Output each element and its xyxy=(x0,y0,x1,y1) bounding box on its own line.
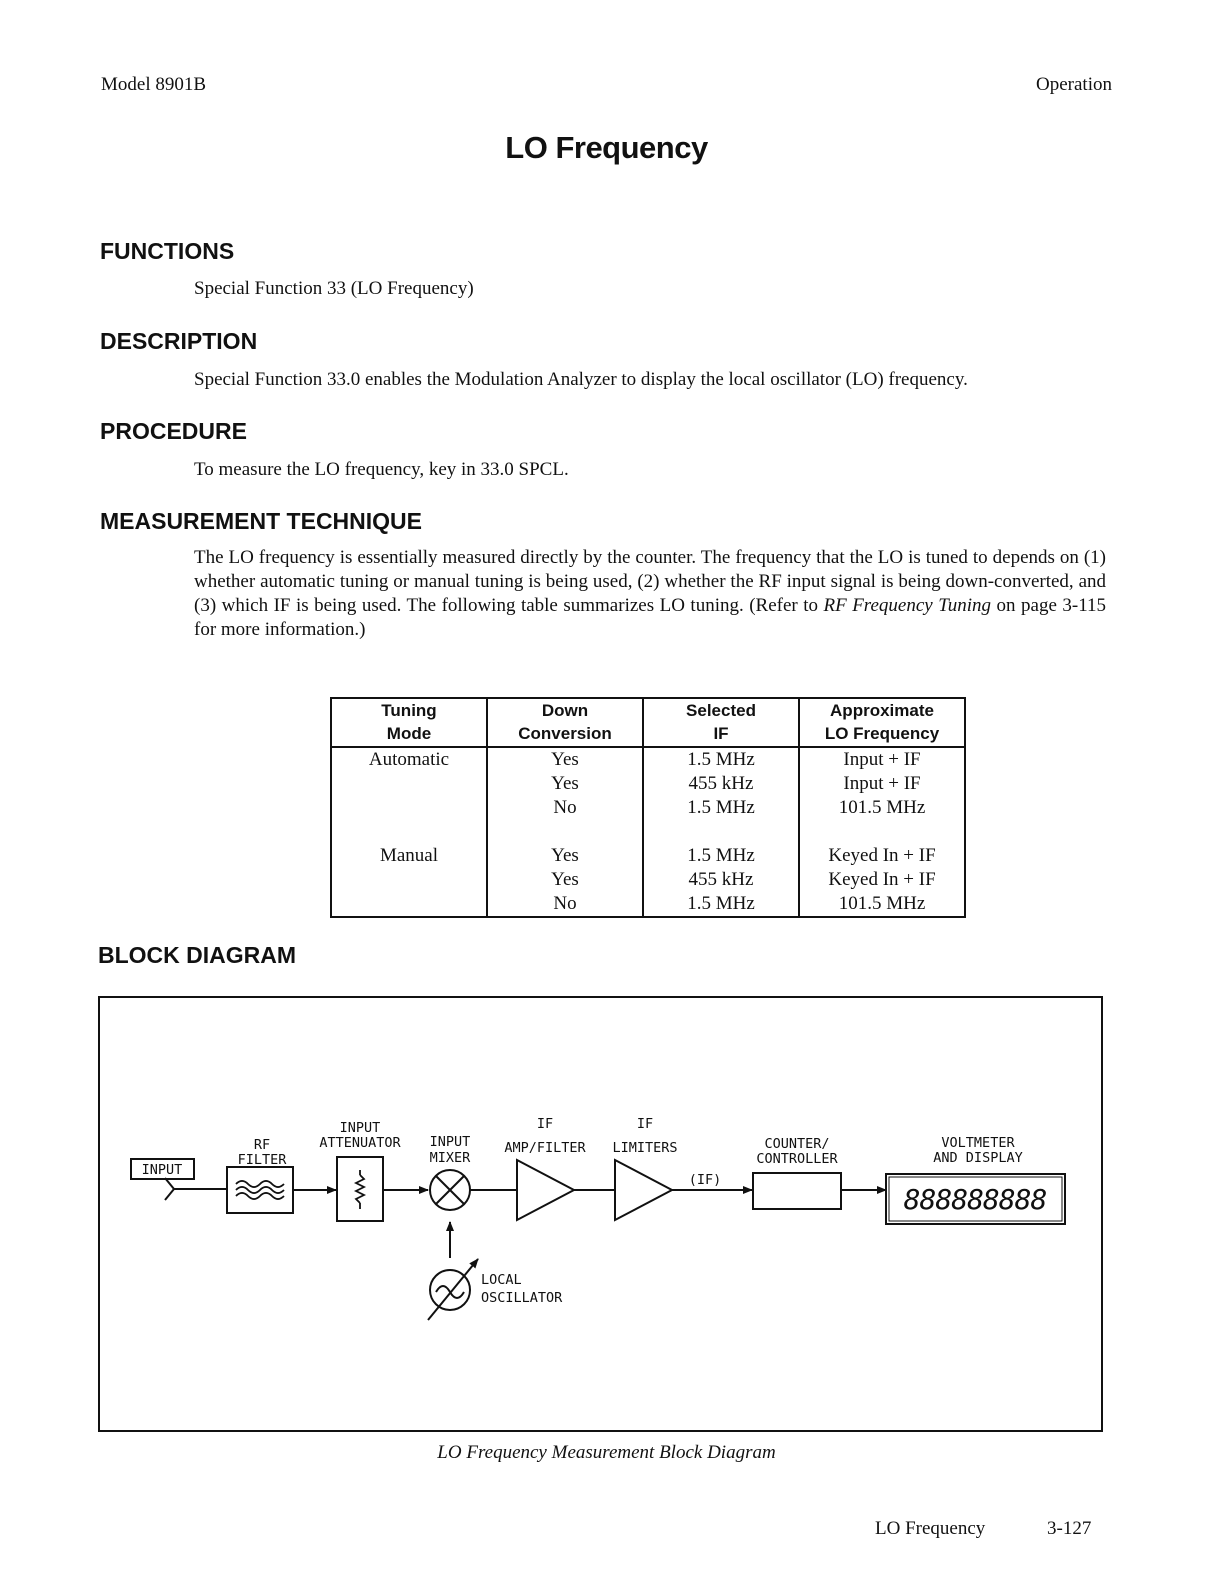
filter-icon xyxy=(236,1181,284,1199)
header-selected-if: Selected IF xyxy=(643,698,799,747)
cell-lo: 101.5 MHz xyxy=(799,796,965,820)
voltmeter-label-2: AND DISPLAY xyxy=(933,1150,1023,1166)
if-amplifier-icon xyxy=(517,1160,574,1220)
footer-title: LO Frequency xyxy=(875,1518,986,1539)
header-section: Operation xyxy=(1036,74,1112,95)
attenuator-label-1: INPUT xyxy=(339,1120,381,1136)
cell-down: No xyxy=(487,892,643,917)
if-limiters-label-2: LIMITERS xyxy=(612,1140,678,1156)
description-heading: DESCRIPTION xyxy=(100,328,258,354)
page-title: LO Frequency xyxy=(505,130,708,165)
cell-down: Yes xyxy=(487,747,643,772)
cell-if: 455 kHz xyxy=(643,868,799,892)
header-approx-lo-frequency: Approximate LO Frequency xyxy=(799,698,965,747)
counter-label-2: CONTROLLER xyxy=(756,1151,838,1167)
functions-text: Special Function 33 (LO Frequency) xyxy=(194,278,474,299)
rf-filter-label-1: RF xyxy=(253,1137,271,1153)
cell-mode: Manual xyxy=(379,845,439,866)
cell-if: 1.5 MHz xyxy=(643,796,799,820)
cell-if: 1.5 MHz xyxy=(643,892,799,917)
mixer-icon xyxy=(430,1170,470,1210)
input-connector-icon xyxy=(165,1178,174,1200)
cell-down: Yes xyxy=(487,772,643,796)
header-down-conversion: Down Conversion xyxy=(487,698,643,747)
cell-lo: 101.5 MHz xyxy=(799,892,965,917)
display-digits-icon: 888888888 xyxy=(903,1183,1047,1216)
header-tuning-mode: Tuning Mode xyxy=(331,698,487,747)
cell-lo: Keyed In + IF xyxy=(799,868,965,892)
cell-if: 1.5 MHz xyxy=(643,844,799,868)
if-limiters-label-1: IF xyxy=(636,1116,654,1132)
counter-label-1: COUNTER/ xyxy=(764,1136,830,1152)
technique-text-before: The LO frequency is essentially measured directly by the counter. The frequency that the LO is tuned to depends on (1) whether automatic tuning or manual tuning is being used, (2) whether the RF input signal is being down-converted, and (3) which IF is being used. The following table summarizes LO tuning. (Refer to xyxy=(194,547,1106,616)
if-limiter-icon xyxy=(615,1160,672,1220)
description-text: Special Function 33.0 enables the Modulation Analyzer to display the local oscillator (LO) frequency. xyxy=(194,369,968,390)
cell-lo: Input + IF xyxy=(799,772,965,796)
cell-down: Yes xyxy=(487,844,643,868)
mixer-label-1: INPUT xyxy=(429,1134,471,1150)
local-oscillator-icon xyxy=(428,1259,478,1320)
voltmeter-label-1: VOLTMETER xyxy=(941,1135,1015,1151)
cell-if: 1.5 MHz xyxy=(643,747,799,772)
procedure-heading: PROCEDURE xyxy=(100,418,247,444)
procedure-text: To measure the LO frequency, key in 33.0 SPCL. xyxy=(194,459,569,480)
technique-reference: RF Frequency Tuning xyxy=(823,595,992,616)
if-amp-label-2: AMP/FILTER xyxy=(504,1140,586,1156)
technique-text-after: on page 3-115 for more information.) xyxy=(194,595,1106,640)
functions-heading: FUNCTIONS xyxy=(100,238,235,264)
cell-lo: Keyed In + IF xyxy=(799,844,965,868)
footer-page-number: 3-127 xyxy=(1047,1518,1092,1539)
if-signal-label: (IF) xyxy=(688,1172,722,1188)
cell-mode: Automatic xyxy=(368,749,450,770)
block-diagram-heading: BLOCK DIAGRAM xyxy=(98,942,297,968)
resistor-icon xyxy=(356,1170,364,1209)
cell-down: No xyxy=(487,796,643,820)
counter-block xyxy=(753,1173,841,1209)
mixer-label-2: MIXER xyxy=(429,1150,471,1166)
cell-down: Yes xyxy=(487,868,643,892)
lo-label-2: OSCILLATOR xyxy=(481,1290,563,1306)
technique-heading: MEASUREMENT TECHNIQUE xyxy=(100,508,423,534)
rf-filter-label-2: FILTER xyxy=(237,1152,287,1168)
cell-if: 455 kHz xyxy=(643,772,799,796)
lo-label-1: LOCAL xyxy=(481,1272,522,1288)
header-model: Model 8901B xyxy=(101,74,207,95)
attenuator-label-2: ATTENUATOR xyxy=(319,1135,401,1151)
cell-lo: Input + IF xyxy=(799,747,965,772)
figure-caption: LO Frequency Measurement Block Diagram xyxy=(437,1442,776,1463)
if-amp-label-1: IF xyxy=(536,1116,554,1132)
input-label: INPUT xyxy=(141,1162,183,1178)
